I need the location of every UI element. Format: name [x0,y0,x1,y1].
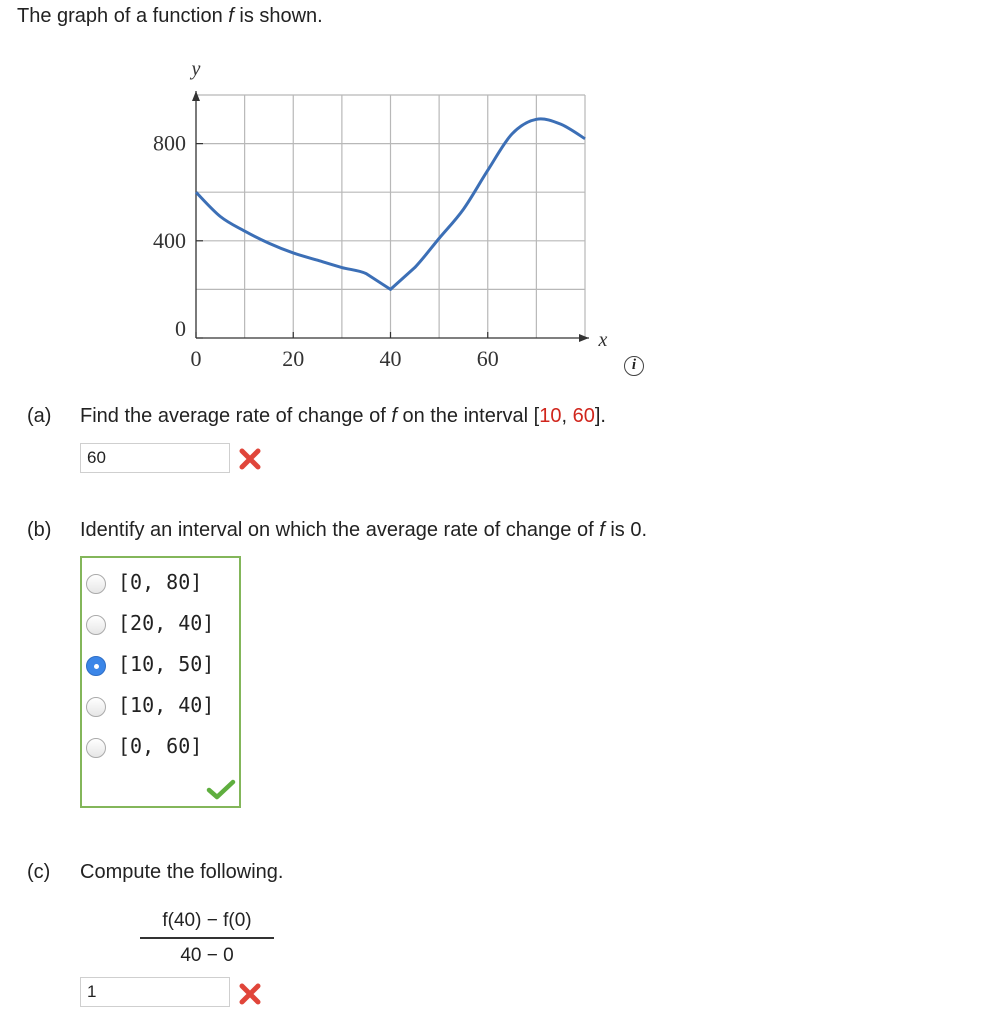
y-tick-label: 0 [175,316,186,341]
correct-icon [206,778,236,800]
radio-button[interactable] [86,615,106,635]
x-tick-label: 60 [476,346,499,371]
part-c-answer-input[interactable]: 1 [80,977,230,1007]
radio-button[interactable] [86,738,106,758]
radio-button[interactable] [86,574,106,594]
problem-statement: The graph of a function f is shown. [17,5,323,27]
part-a-question: Find the average rate of change of f on the interval [10, 60]. [80,405,606,427]
radio-button[interactable] [86,697,106,717]
fraction-bar [140,937,274,939]
part-a-answer-input[interactable]: 60 [80,443,230,473]
part-b-label: (b) [27,519,52,541]
fraction-expression [140,907,274,969]
fraction-denominator: 40 − 0 [180,945,234,966]
part-a-label: (a) [27,405,52,427]
radio-button-selected[interactable] [86,656,106,676]
x-tick-label: 20 [282,346,305,371]
incorrect-icon [237,446,263,472]
x-tick-label: 0 [190,346,202,371]
y-axis-arrow [192,91,200,101]
y-tick-label: 400 [153,227,186,253]
y-axis-label: y [191,58,201,80]
fraction-numerator: f(40) − f(0) [162,910,252,931]
x-axis-label: x [598,329,608,351]
function-graph [0,0,700,395]
x-tick-label: 40 [379,346,402,371]
y-tick-label: 800 [153,130,186,156]
part-c-question: Compute the following. [80,861,284,883]
x-axis-arrow [579,334,589,342]
info-icon[interactable]: i [624,356,644,376]
part-b-question: Identify an interval on which the average rate of change of f is 0. [80,519,648,541]
incorrect-icon [237,981,263,1007]
part-c-label: (c) [27,861,51,883]
answer-choices: [0, 80] [20, 40] [10, 50] [10, 40] [0, 60] [80,556,241,808]
